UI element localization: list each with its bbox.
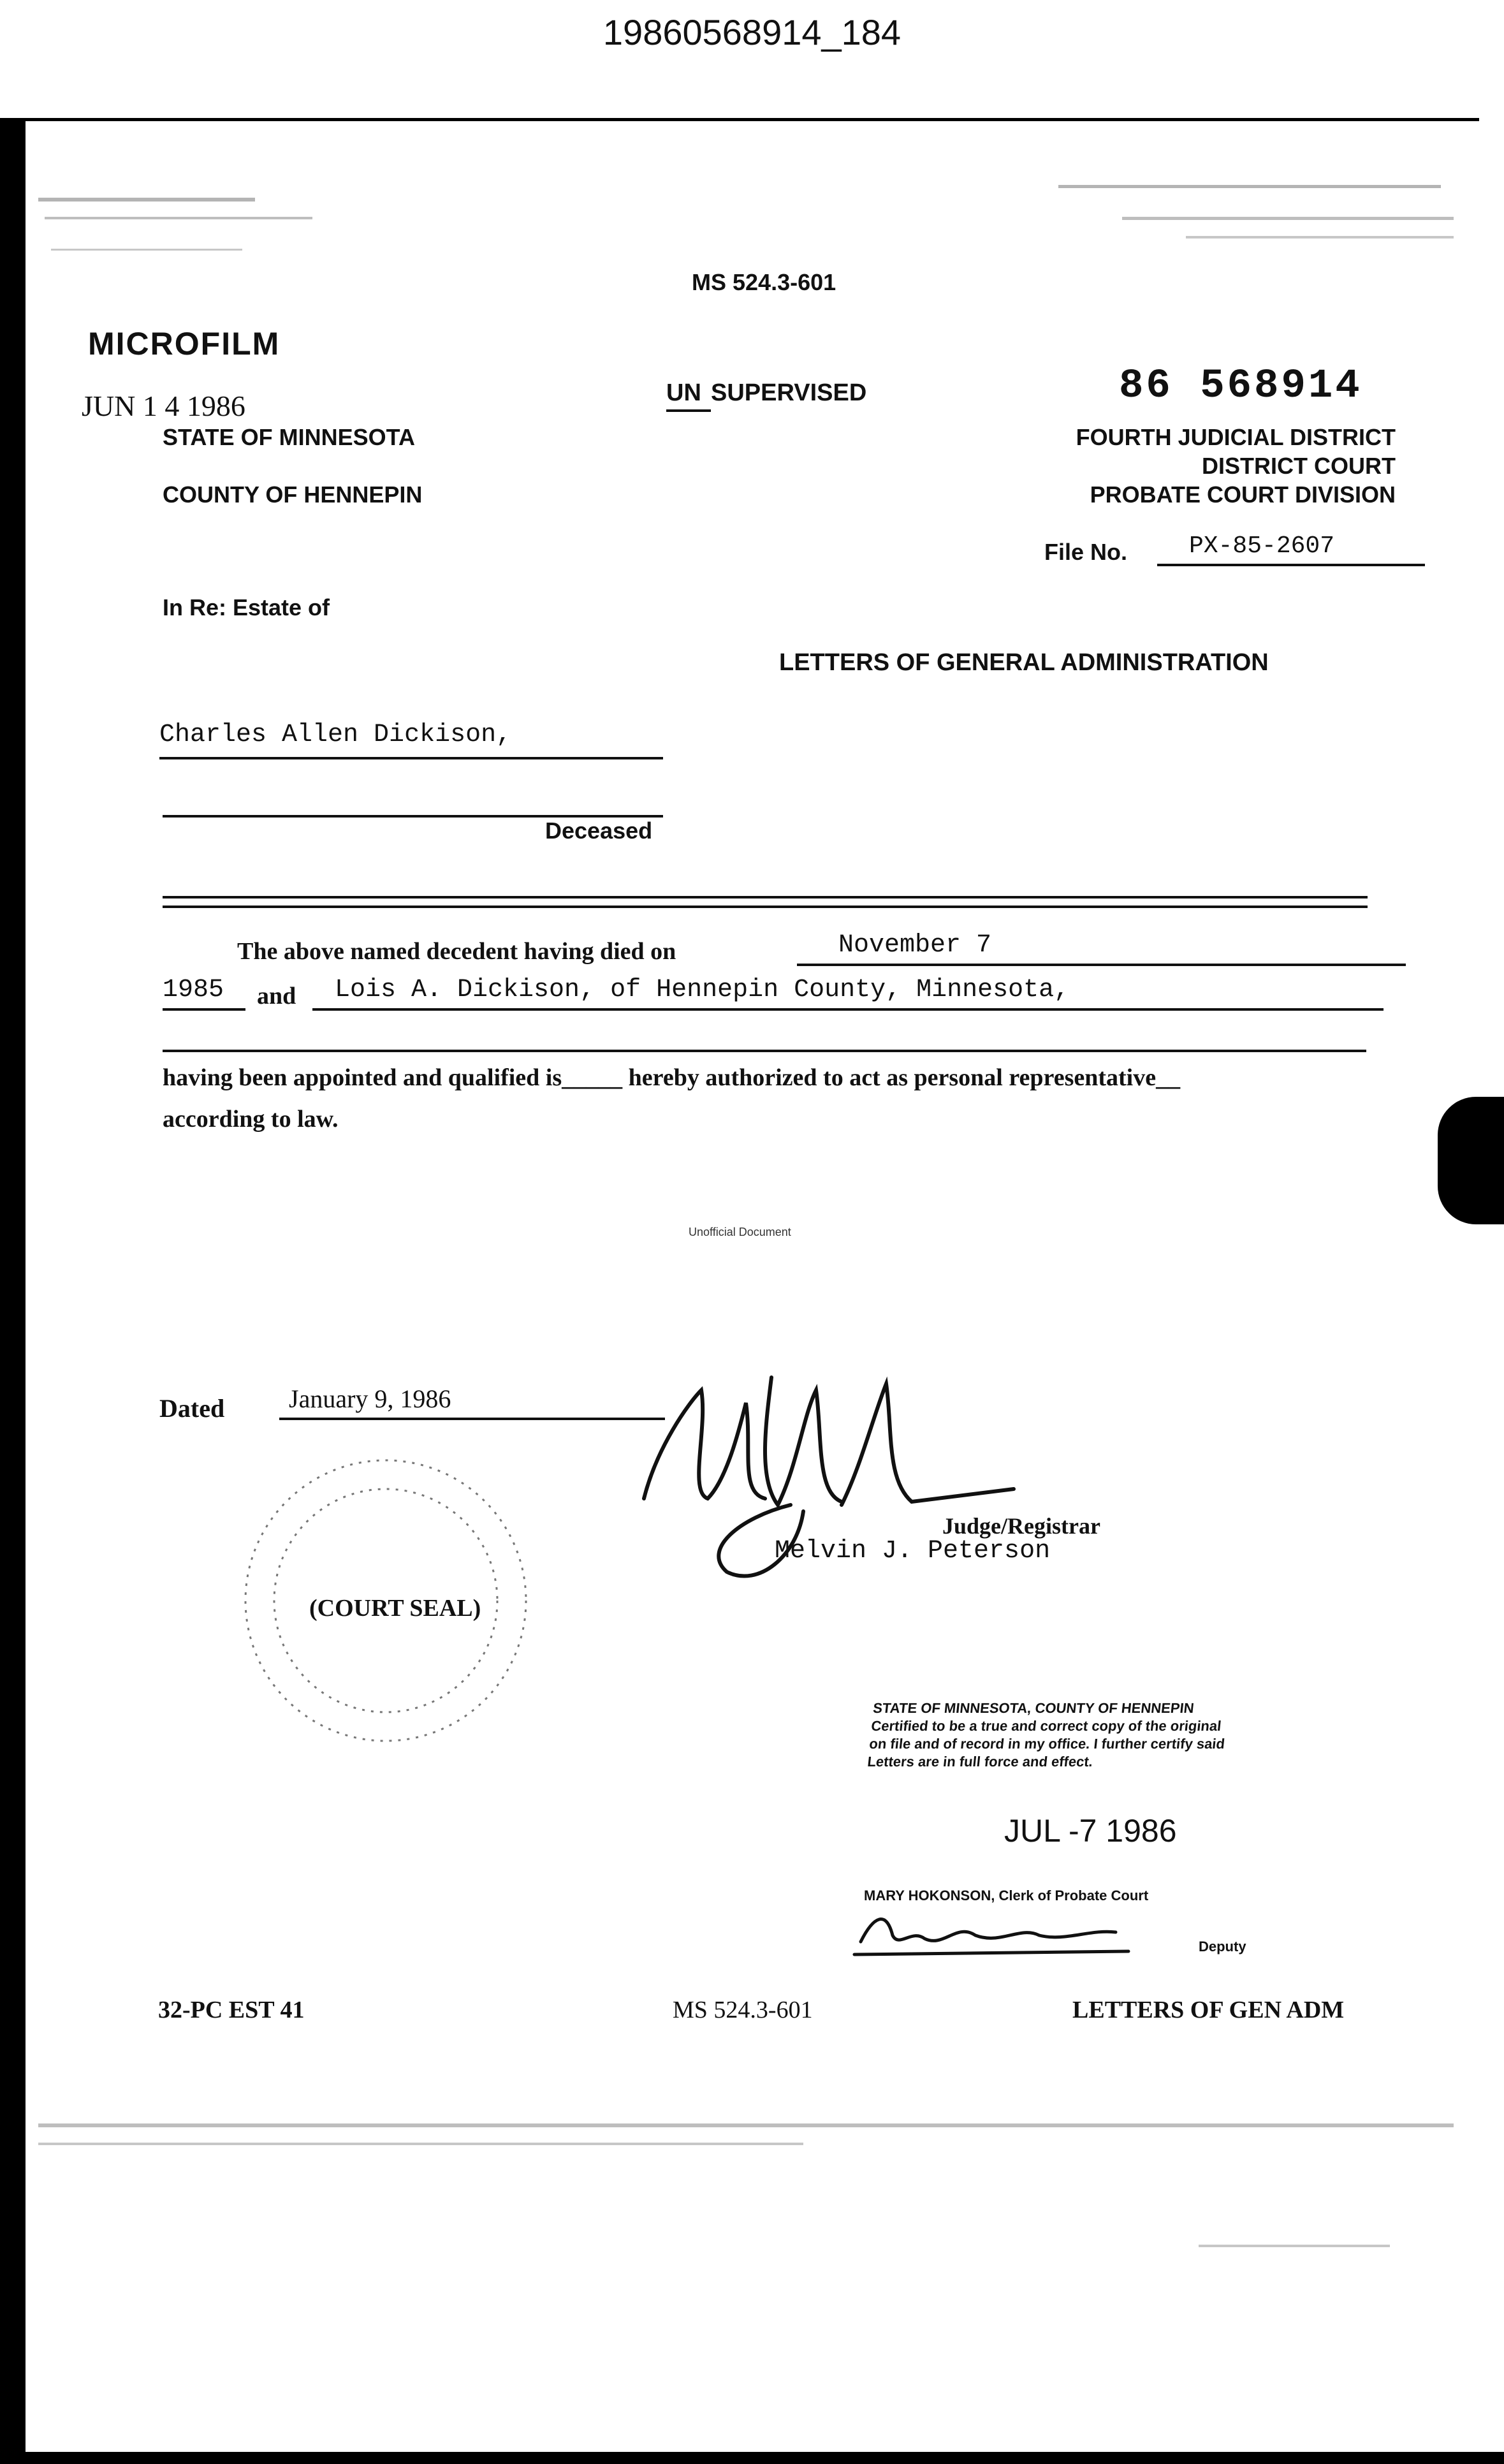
certification-line-2: Certified to be a true and correct copy of the original (870, 1718, 1222, 1734)
clerk-name: MARY HOKONSON, Clerk of Probate Court (864, 1888, 1149, 1903)
microfilm-date-stamp: JUN 1 4 1986 (82, 390, 245, 422)
form-ref-top: MS 524.3-601 (692, 269, 836, 295)
footer-form-code: 32-PC EST 41 (158, 1997, 305, 2023)
personal-representative: Lois A. Dickison, of Hennepin County, Minnesota, (312, 976, 1384, 1011)
and-label: and (257, 983, 296, 1009)
scan-bottom-border (26, 2452, 1504, 2464)
divider-rule-1 (163, 896, 1368, 898)
caption-county: COUNTY OF HENNEPIN (163, 481, 423, 508)
body-line3: having been appointed and qualified is_____ hereby authorized to act as personal representative__ (163, 1064, 1181, 1091)
divider-rule-2 (163, 906, 1368, 908)
clerk-deputy-signature (848, 1903, 1192, 1961)
judge-title: Judge/Registrar (942, 1513, 1100, 1539)
deceased-label: Deceased (545, 818, 653, 844)
body-line4: according to law. (163, 1106, 339, 1133)
scan-top-border (26, 118, 1479, 121)
death-date: November 7 (797, 931, 1406, 966)
caption-state: STATE OF MINNESOTA (163, 424, 415, 450)
dated-value: January 9, 1986 (279, 1384, 665, 1420)
certification-line-1: STATE OF MINNESOTA, COUNTY OF HENNEPIN (872, 1700, 1195, 1716)
body-blank-line (163, 1050, 1366, 1052)
microfilm-stamp: MICROFILM (88, 326, 281, 362)
supervised-prefix: UN (666, 379, 711, 412)
court-seal-label: (COURT SEAL) (309, 1595, 481, 1622)
certification-line-3: on file and of record in my office. I further certify said (868, 1736, 1226, 1752)
supervised-label (666, 379, 866, 412)
decedent-name: Charles Allen Dickison, (159, 721, 663, 759)
scan-black-edge (0, 118, 26, 2464)
certification-date: JUL -7 1986 (1004, 1813, 1177, 1849)
supervised-text: SUPERVISED (711, 379, 867, 406)
file-no-value: PX-85-2607 (1157, 532, 1425, 566)
certification-line-4: Letters are in full force and effect. (866, 1754, 1094, 1770)
body-line1-text: The above named decedent having died on (237, 938, 676, 965)
caption-court: DISTRICT COURT (1202, 453, 1396, 479)
document-number-stamp: 86 568914 (1119, 363, 1362, 409)
unofficial-watermark: Unofficial Document (689, 1226, 791, 1238)
in-re-label: In Re: Estate of (163, 594, 330, 620)
caption-division: PROBATE COURT DIVISION (1090, 481, 1396, 508)
deputy-label: Deputy (1199, 1939, 1246, 1954)
file-no-label: File No. (1044, 539, 1128, 565)
footer-title: LETTERS OF GEN ADM (1072, 1997, 1345, 2023)
document-id: 19860568914_184 (602, 12, 902, 52)
scan-noise-bottom (38, 2117, 1466, 2372)
document-title: LETTERS OF GENERAL ADMINISTRATION (779, 649, 1269, 676)
certification-block (866, 1699, 1244, 1771)
dated-label: Dated (159, 1394, 225, 1423)
caption-district: FOURTH JUDICIAL DISTRICT (1076, 424, 1396, 450)
death-year: 1985 (163, 976, 245, 1011)
footer-statute: MS 524.3-601 (673, 1997, 813, 2023)
scan-punch-hole (1438, 1097, 1504, 1224)
judge-name: Melvin J. Peterson (775, 1537, 1051, 1566)
scan-noise-top (38, 128, 1466, 281)
